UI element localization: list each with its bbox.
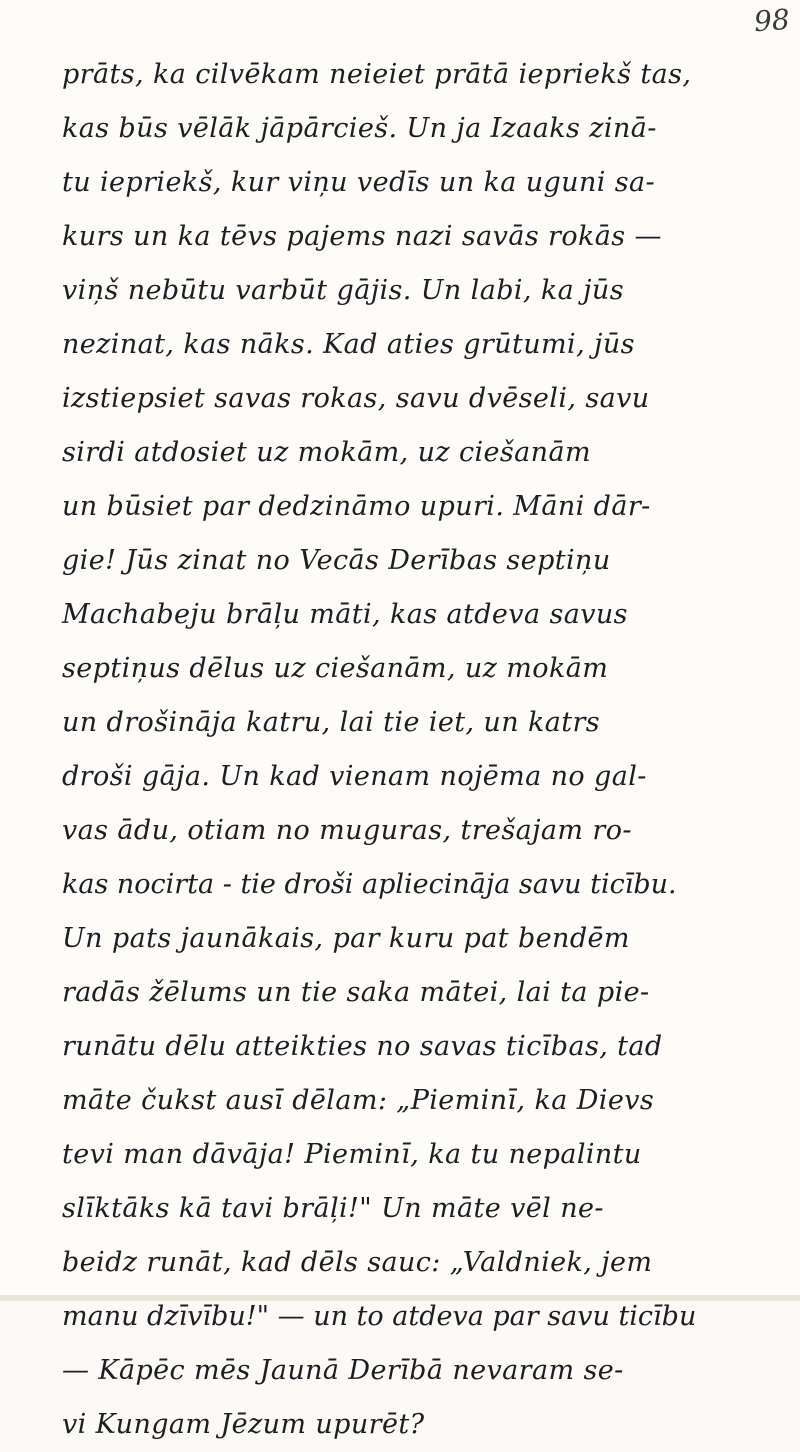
text-line: Un pats jaunākais, par kuru pat bendēm [62,923,630,954]
handwritten-text-block [62,48,752,1452]
page-bottom-edge [0,1295,800,1301]
text-line: Machabeju brāļu māti, kas atdeva savus [62,599,628,630]
text-line: droši gāja. Un kad vienam nojēma no gal- [62,761,647,792]
text-line: kas būs vēlāk jāpārcieš. Un ja Izaaks zinā- [62,113,657,144]
page-number: 98 [753,2,792,39]
text-line: manu dzīvību!" — un to atdeva par savu ticību [62,1301,697,1332]
text-line: beidz runāt, kad dēls sauc: „Valdniek, jem [62,1247,653,1278]
text-line: nezinat, kas nāks. Kad aties grūtumi, jūs [62,329,635,360]
text-line: septiņus dēlus uz ciešanām, uz mokām [62,653,609,684]
text-line: viņš nebūtu varbūt gājis. Un labi, ka jūs [62,275,624,306]
text-line: prāts, ka cilvēkam neieiet prātā iepriekš tas, [62,59,692,90]
text-line: sirdi atdosiet uz mokām, uz ciešanām [62,437,591,468]
text-line: kas nocirta - tie droši apliecināja savu ticību. [62,869,677,900]
text-line: māte čukst ausī dēlam: „Pieminī, ka Dievs [62,1085,655,1116]
text-line: un būsiet par dedzināmo upuri. Māni dār- [62,491,651,522]
text-line: vi Kungam Jēzum upurēt? [62,1409,425,1440]
text-line: kurs un ka tēvs pajems nazi savās rokās — [62,221,662,252]
text-line: — Kāpēc mēs Jaunā Derībā nevaram se- [62,1355,624,1386]
text-line: izstiepsiet savas rokas, savu dvēseli, savu [62,383,650,414]
text-line: slīktāks kā tavi brāļi!" Un māte vēl ne- [62,1193,604,1224]
text-line: gie! Jūs zinat no Vecās Derības septiņu [62,545,611,576]
text-line: radās žēlums un tie saka mātei, lai ta pie- [62,977,650,1008]
text-line: tu iepriekš, kur viņu vedīs un ka uguni sa- [62,167,656,198]
text-line: runātu dēlu atteikties no savas ticības, tad [62,1031,663,1062]
text-line: vas ādu, otiam no muguras, trešajam ro- [62,815,632,846]
text-line: un drošināja katru, lai tie iet, un katrs [62,707,601,738]
text-line: tevi man dāvāja! Pieminī, ka tu nepalintu [62,1139,642,1170]
